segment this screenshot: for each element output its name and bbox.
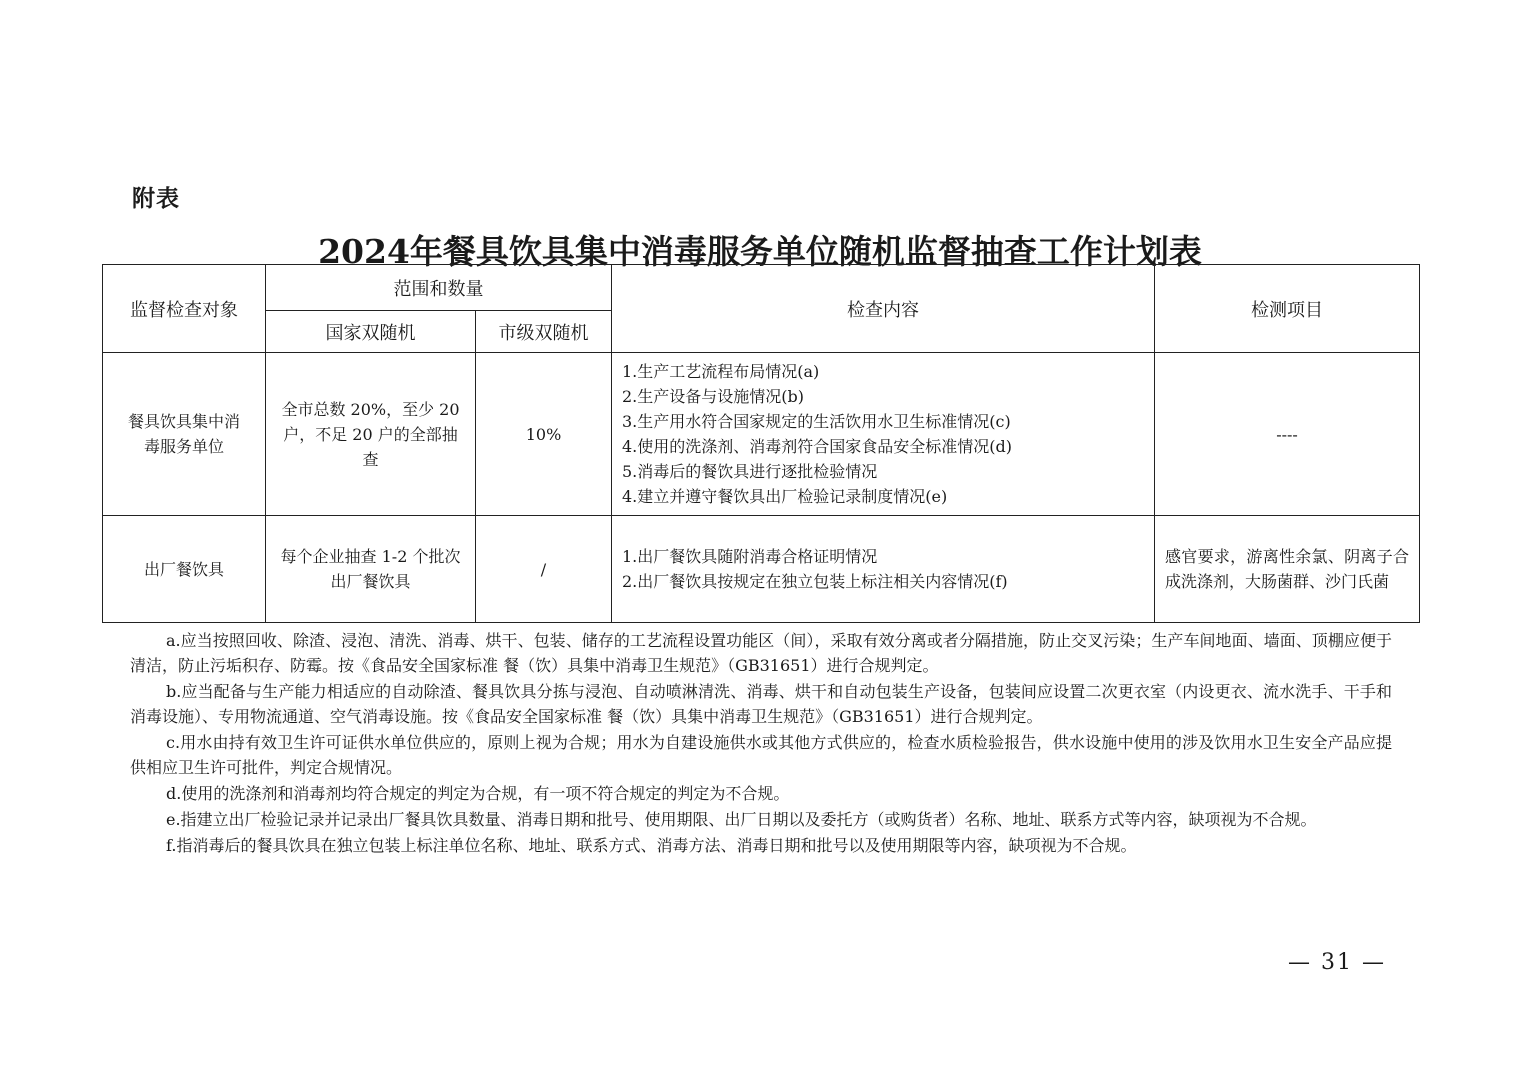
- table-header-row: [103, 265, 1420, 311]
- row-object-text: 餐具饮具集中消毒服务单位: [127, 412, 240, 456]
- notes-section: [130, 628, 1392, 859]
- page-number: — 31 —: [1288, 950, 1386, 975]
- table-row: [103, 516, 1420, 623]
- row-national: [266, 516, 476, 623]
- content-item: 4.建立并遵守餐饮具出厂检验记录制度情况(e): [622, 487, 948, 506]
- content-item: 4.使用的洗涤剂、消毒剂符合国家食品安全标准情况(d): [622, 437, 1012, 456]
- note-item: f.指消毒后的餐具饮具在独立包装上标注单位名称、地址、联系方式、消毒方法、消毒日期和批号以及使用期限等内容，缺项视为不合规。: [166, 836, 1137, 855]
- content-item: 2.生产设备与设施情况(b): [622, 387, 804, 406]
- row-test-items: 感官要求，游离性余氯、阴离子合成洗涤剂，大肠菌群、沙门氏菌: [1155, 516, 1420, 623]
- header-municipal: 市级双随机: [476, 311, 612, 353]
- table-row: [103, 353, 1420, 516]
- content-item: 1.出厂餐饮具随附消毒合格证明情况: [622, 547, 878, 566]
- row-object: [103, 353, 266, 516]
- note-item: b.应当配备与生产能力相适应的自动除渣、餐具饮具分拣与浸泡、自动喷淋清洗、消毒、烘干和自动包装生产设备，包装间应设置二次更衣室（内设更衣、流水洗手、干手和消毒设施）、专用物流通道、空气消毒设施。按《食品安全国家标准 餐（饮）具集中消毒卫生规范》（GB31651）进行合规判定。: [130, 682, 1392, 726]
- row-national-text: 每个企业抽查 1-2 个批次出厂餐饮具: [280, 547, 461, 591]
- row-content: [612, 516, 1155, 623]
- content-item: 5.消毒后的餐饮具进行逐批检验情况: [622, 462, 878, 481]
- row-test-items: ----: [1155, 353, 1420, 516]
- appendix-label: 附表: [132, 186, 180, 212]
- row-municipal: /: [476, 516, 612, 623]
- content-item: 1.生产工艺流程布局情况(a): [622, 362, 820, 381]
- note-item: e.指建立出厂检验记录并记录出厂餐具饮具数量、消毒日期和批号、使用期限、出厂日期以及委托方（或购货者）名称、地址、联系方式等内容，缺项视为不合规。: [166, 810, 1317, 829]
- row-municipal: 10%: [476, 353, 612, 516]
- header-scope: 范围和数量: [266, 265, 612, 311]
- content-item: 2.出厂餐饮具按规定在独立包装上标注相关内容情况(f): [622, 572, 1008, 591]
- header-national: 国家双随机: [266, 311, 476, 353]
- row-national: [266, 353, 476, 516]
- note-item: d.使用的洗涤剂和消毒剂均符合规定的判定为合规，有一项不符合规定的判定为不合规。: [166, 784, 790, 803]
- row-content: [612, 353, 1155, 516]
- note-item: c.用水由持有效卫生许可证供水单位供应的，原则上视为合规；用水为自建设施供水或其他方式供应的，检查水质检验报告，供水设施中使用的涉及饮用水卫生安全产品应提供相应卫生许可批件，判定合规情况。: [130, 733, 1392, 777]
- row-object: 出厂餐饮具: [103, 516, 266, 623]
- note-item: a.应当按照回收、除渣、浸泡、清洗、消毒、烘干、包装、储存的工艺流程设置功能区（间），采取有效分离或者分隔措施，防止交叉污染；生产车间地面、墙面、顶棚应便于清洁，防止污垢积存、防霉。按《食品安全国家标准 餐（饮）具集中消毒卫生规范》（GB31651）进行合规判定。: [130, 631, 1392, 675]
- inspection-plan-table: [102, 264, 1420, 623]
- header-object: 监督检查对象: [103, 265, 266, 353]
- header-test-items: 检测项目: [1155, 265, 1420, 353]
- row-national-text: 全市总数 20%，至少 20 户，不足 20 户的全部抽查: [281, 399, 460, 469]
- content-item: 3.生产用水符合国家规定的生活饮用水卫生标准情况(c): [622, 412, 1011, 431]
- page-title: 2024年餐具饮具集中消毒服务单位随机监督抽查工作计划表: [318, 232, 1202, 271]
- header-content: 检查内容: [612, 265, 1155, 353]
